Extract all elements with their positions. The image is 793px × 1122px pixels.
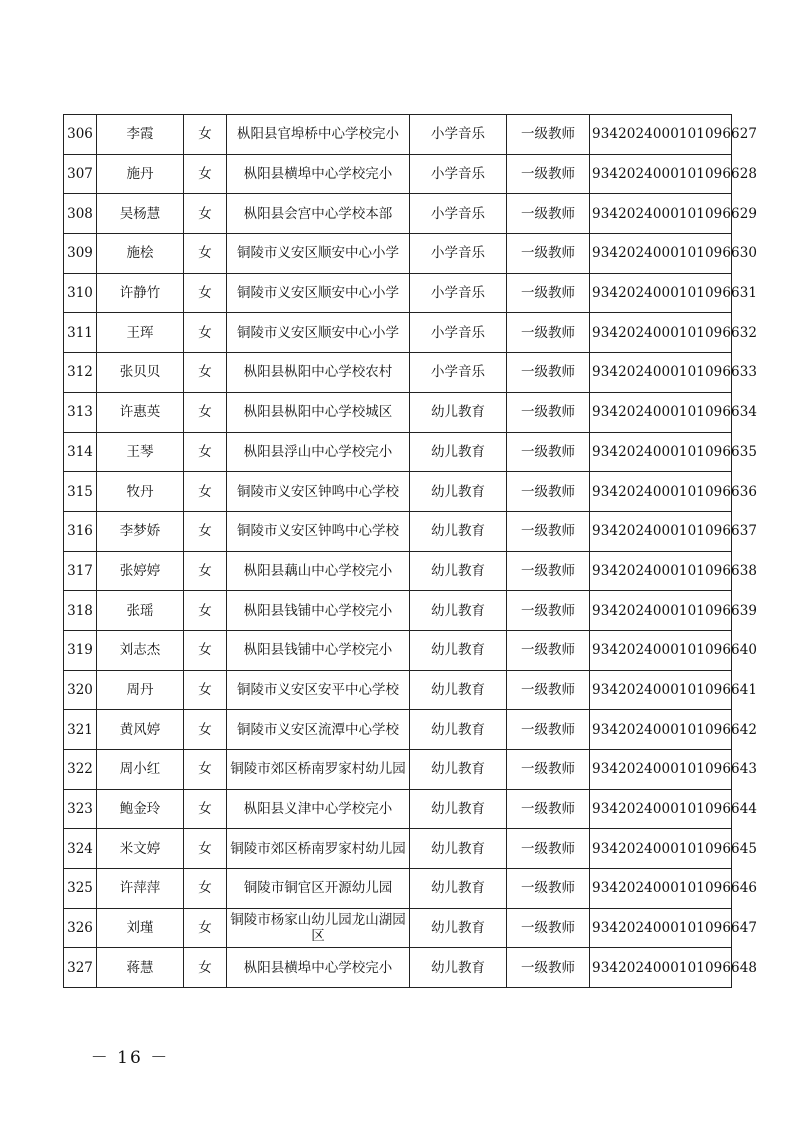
row-number: 324 (64, 829, 97, 869)
subject: 幼儿教育 (410, 432, 507, 472)
certificate-number: 9342024000101096647 (590, 908, 732, 948)
teacher-name: 许静竹 (97, 273, 184, 313)
table-row (64, 511, 732, 551)
teacher-name: 李梦娇 (97, 511, 184, 551)
certificate-number: 9342024000101096632 (590, 313, 732, 353)
teacher-name: 米文婷 (97, 829, 184, 869)
table-row (64, 829, 732, 869)
row-number: 315 (64, 472, 97, 512)
subject: 幼儿教育 (410, 869, 507, 909)
school-name: 枞阳县藕山中心学校完小 (227, 551, 410, 591)
teacher-name: 牧丹 (97, 472, 184, 512)
subject: 小学音乐 (410, 273, 507, 313)
teacher-name: 张婷婷 (97, 551, 184, 591)
teacher-gender: 女 (184, 432, 227, 472)
school-name: 枞阳县横埠中心学校完小 (227, 948, 410, 988)
certificate-number: 9342024000101096644 (590, 789, 732, 829)
subject: 幼儿教育 (410, 710, 507, 750)
certificate-number: 9342024000101096640 (590, 630, 732, 670)
table-row (64, 551, 732, 591)
school-name: 枞阳县枞阳中心学校农村 (227, 353, 410, 393)
teacher-title: 一级教师 (507, 432, 590, 472)
row-number: 318 (64, 591, 97, 631)
teacher-name: 黄风婷 (97, 710, 184, 750)
school-name: 枞阳县浮山中心学校完小 (227, 432, 410, 472)
row-number: 317 (64, 551, 97, 591)
table-row (64, 630, 732, 670)
teacher-roster-table (63, 114, 758, 988)
teacher-title: 一级教师 (507, 829, 590, 869)
teacher-title: 一级教师 (507, 353, 590, 393)
teacher-gender: 女 (184, 789, 227, 829)
certificate-number: 9342024000101096627 (590, 115, 732, 155)
subject: 幼儿教育 (410, 511, 507, 551)
teacher-gender: 女 (184, 908, 227, 948)
teacher-name: 张瑶 (97, 591, 184, 631)
teacher-gender: 女 (184, 472, 227, 512)
teacher-title: 一级教师 (507, 670, 590, 710)
school-name: 枞阳县枞阳中心学校城区 (227, 392, 410, 432)
teacher-title: 一级教师 (507, 313, 590, 353)
teacher-name: 许萍萍 (97, 869, 184, 909)
school-name: 枞阳县钱铺中心学校完小 (227, 630, 410, 670)
subject: 幼儿教育 (410, 392, 507, 432)
certificate-number: 9342024000101096638 (590, 551, 732, 591)
subject: 小学音乐 (410, 154, 507, 194)
teacher-title: 一级教师 (507, 154, 590, 194)
teacher-name: 施丹 (97, 154, 184, 194)
certificate-number: 9342024000101096631 (590, 273, 732, 313)
teacher-gender: 女 (184, 273, 227, 313)
teacher-name: 周小红 (97, 750, 184, 790)
teacher-gender: 女 (184, 194, 227, 234)
certificate-number: 9342024000101096633 (590, 353, 732, 393)
subject: 小学音乐 (410, 234, 507, 274)
certificate-number: 9342024000101096635 (590, 432, 732, 472)
teacher-gender: 女 (184, 313, 227, 353)
row-number: 308 (64, 194, 97, 234)
subject: 幼儿教育 (410, 908, 507, 948)
subject: 幼儿教育 (410, 591, 507, 631)
teacher-gender: 女 (184, 392, 227, 432)
teacher-gender: 女 (184, 630, 227, 670)
teacher-gender: 女 (184, 829, 227, 869)
teacher-gender: 女 (184, 948, 227, 988)
certificate-number: 9342024000101096639 (590, 591, 732, 631)
teacher-title: 一级教师 (507, 472, 590, 512)
table-row (64, 353, 732, 393)
row-number: 307 (64, 154, 97, 194)
certificate-number: 9342024000101096645 (590, 829, 732, 869)
subject: 幼儿教育 (410, 829, 507, 869)
subject: 幼儿教育 (410, 948, 507, 988)
table-row (64, 194, 732, 234)
subject: 小学音乐 (410, 194, 507, 234)
teacher-title: 一级教师 (507, 551, 590, 591)
teacher-gender: 女 (184, 115, 227, 155)
school-name: 铜陵市郊区桥南罗家村幼儿园 (227, 829, 410, 869)
teacher-title: 一级教师 (507, 908, 590, 948)
page-number: － 16 － (90, 1048, 170, 1068)
teacher-title: 一级教师 (507, 194, 590, 234)
table-row (64, 789, 732, 829)
teacher-title: 一级教师 (507, 591, 590, 631)
teacher-gender: 女 (184, 234, 227, 274)
subject: 幼儿教育 (410, 789, 507, 829)
teacher-gender: 女 (184, 353, 227, 393)
table-row (64, 115, 732, 155)
row-number: 322 (64, 750, 97, 790)
teacher-gender: 女 (184, 591, 227, 631)
certificate-number: 9342024000101096636 (590, 472, 732, 512)
subject: 幼儿教育 (410, 670, 507, 710)
teacher-gender: 女 (184, 710, 227, 750)
row-number: 310 (64, 273, 97, 313)
table-row (64, 908, 732, 948)
row-number: 321 (64, 710, 97, 750)
teacher-name: 吴杨慧 (97, 194, 184, 234)
roster-body (64, 115, 758, 988)
certificate-number: 9342024000101096643 (590, 750, 732, 790)
teacher-name: 王琴 (97, 432, 184, 472)
row-number: 326 (64, 908, 97, 948)
row-number: 312 (64, 353, 97, 393)
teacher-gender: 女 (184, 750, 227, 790)
teacher-gender: 女 (184, 670, 227, 710)
teacher-title: 一级教师 (507, 234, 590, 274)
school-name: 枞阳县钱铺中心学校完小 (227, 591, 410, 631)
certificate-number: 9342024000101096634 (590, 392, 732, 432)
school-name: 枞阳县会宫中心学校本部 (227, 194, 410, 234)
table-row (64, 591, 732, 631)
teacher-title: 一级教师 (507, 273, 590, 313)
teacher-name: 刘瑾 (97, 908, 184, 948)
school-name: 铜陵市杨家山幼儿园龙山湖园区 (227, 908, 410, 948)
row-number: 325 (64, 869, 97, 909)
teacher-title: 一级教师 (507, 710, 590, 750)
teacher-title: 一级教师 (507, 869, 590, 909)
teacher-name: 周丹 (97, 670, 184, 710)
subject: 幼儿教育 (410, 630, 507, 670)
school-name: 铜陵市义安区钟鸣中心学校 (227, 472, 410, 512)
table-row (64, 948, 732, 988)
table-row (64, 670, 732, 710)
table-row (64, 472, 732, 512)
school-name: 铜陵市义安区顺安中心小学 (227, 234, 410, 274)
table-row (64, 750, 732, 790)
teacher-name: 鲍金玲 (97, 789, 184, 829)
row-number: 313 (64, 392, 97, 432)
row-number: 306 (64, 115, 97, 155)
table-row (64, 313, 732, 353)
school-name: 铜陵市郊区桥南罗家村幼儿园 (227, 750, 410, 790)
school-name: 铜陵市义安区顺安中心小学 (227, 313, 410, 353)
row-number: 316 (64, 511, 97, 551)
teacher-name: 李霞 (97, 115, 184, 155)
teacher-name: 施桧 (97, 234, 184, 274)
school-name: 铜陵市义安区流潭中心学校 (227, 710, 410, 750)
row-number: 314 (64, 432, 97, 472)
table-row (64, 392, 732, 432)
subject: 幼儿教育 (410, 472, 507, 512)
row-number: 323 (64, 789, 97, 829)
teacher-name: 张贝贝 (97, 353, 184, 393)
table-row (64, 234, 732, 274)
teacher-title: 一级教师 (507, 630, 590, 670)
teacher-title: 一级教师 (507, 948, 590, 988)
certificate-number: 9342024000101096628 (590, 154, 732, 194)
school-name: 铜陵市义安区安平中心学校 (227, 670, 410, 710)
subject: 小学音乐 (410, 353, 507, 393)
teacher-name: 许惠英 (97, 392, 184, 432)
school-name: 枞阳县横埠中心学校完小 (227, 154, 410, 194)
certificate-number: 9342024000101096646 (590, 869, 732, 909)
certificate-number: 9342024000101096637 (590, 511, 732, 551)
teacher-title: 一级教师 (507, 750, 590, 790)
table-row (64, 154, 732, 194)
subject: 幼儿教育 (410, 750, 507, 790)
teacher-name: 刘志杰 (97, 630, 184, 670)
certificate-number: 9342024000101096648 (590, 948, 732, 988)
school-name: 铜陵市义安区钟鸣中心学校 (227, 511, 410, 551)
school-name: 铜陵市义安区顺安中心小学 (227, 273, 410, 313)
teacher-title: 一级教师 (507, 115, 590, 155)
teacher-name: 蒋慧 (97, 948, 184, 988)
row-number: 311 (64, 313, 97, 353)
row-number: 309 (64, 234, 97, 274)
certificate-number: 9342024000101096630 (590, 234, 732, 274)
teacher-title: 一级教师 (507, 789, 590, 829)
teacher-name: 王珲 (97, 313, 184, 353)
teacher-title: 一级教师 (507, 392, 590, 432)
table-row (64, 710, 732, 750)
teacher-gender: 女 (184, 551, 227, 591)
teacher-title: 一级教师 (507, 511, 590, 551)
school-name: 枞阳县官埠桥中心学校完小 (227, 115, 410, 155)
teacher-gender: 女 (184, 511, 227, 551)
subject: 小学音乐 (410, 115, 507, 155)
certificate-number: 9342024000101096641 (590, 670, 732, 710)
subject: 小学音乐 (410, 313, 507, 353)
teacher-gender: 女 (184, 869, 227, 909)
school-name: 枞阳县义津中心学校完小 (227, 789, 410, 829)
row-number: 327 (64, 948, 97, 988)
certificate-number: 9342024000101096629 (590, 194, 732, 234)
table-row (64, 273, 732, 313)
table-row (64, 869, 732, 909)
subject: 幼儿教育 (410, 551, 507, 591)
teacher-gender: 女 (184, 154, 227, 194)
school-name: 铜陵市铜官区开源幼儿园 (227, 869, 410, 909)
table-row (64, 432, 732, 472)
row-number: 320 (64, 670, 97, 710)
certificate-number: 9342024000101096642 (590, 710, 732, 750)
row-number: 319 (64, 630, 97, 670)
